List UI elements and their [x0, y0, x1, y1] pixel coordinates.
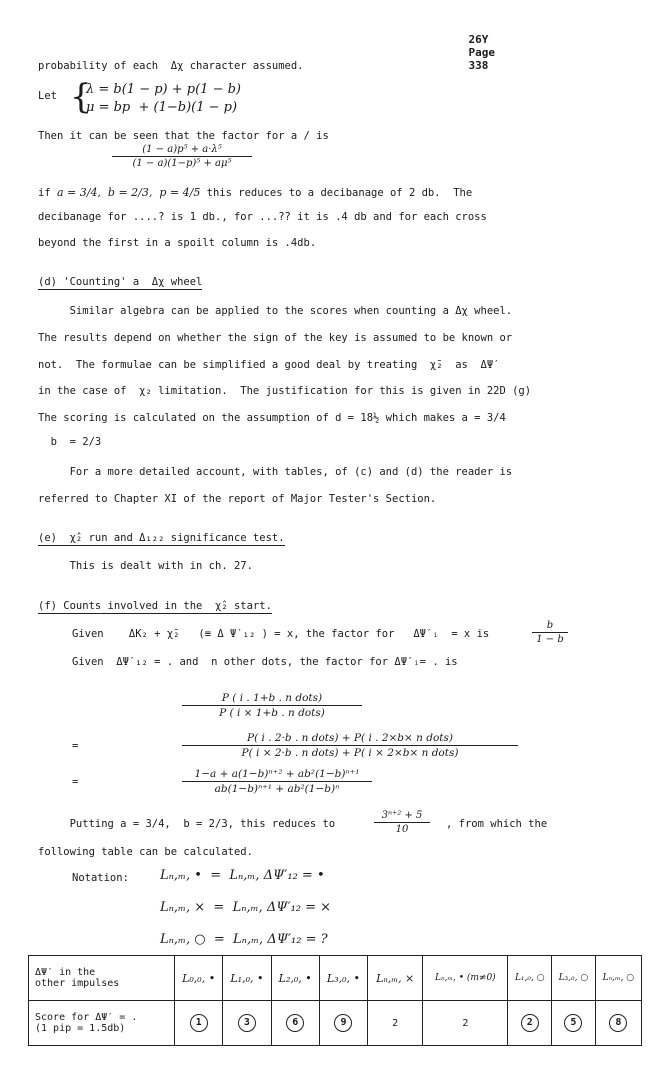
score-cell	[368, 1001, 423, 1046]
score-value: 8	[609, 1014, 627, 1032]
score-cell	[595, 1001, 641, 1046]
table-col-header: Lₙ,ₘ, ○	[595, 956, 641, 1001]
let-mu: μ = bp + (1−b)(1 − p)	[86, 100, 238, 115]
fraction-numerator: P ( i . 1+b . n dots)	[182, 692, 362, 706]
equals-sign: =	[72, 740, 79, 752]
text-line: b = 2/3	[38, 436, 102, 448]
table-col-header: L₃,₀, ○	[552, 956, 596, 1001]
fraction-numerator: 1−a + a(1−b)ⁿ⁺² + ab²(1−b)ⁿ⁺¹	[182, 768, 372, 782]
score-cell	[271, 1001, 319, 1046]
fraction-denominator: P( i × 2·b . n dots) + P( i × 2×b× n dots)	[241, 747, 459, 759]
let-lambda: λ = b(1 − p) + p(1 − b)	[86, 82, 241, 97]
score-value: 2	[392, 1017, 399, 1029]
score-cell	[423, 1001, 508, 1046]
header-page-number: 338	[468, 59, 489, 72]
text-line: decibanage for ....? is 1 db., for ...?? it is .4 db and for each cross	[38, 211, 487, 223]
fraction-numerator: (1 − a)p⁵ + a·λ⁵	[112, 144, 252, 157]
table-score-row	[29, 1001, 642, 1046]
table-header-row	[29, 956, 642, 1001]
table-col-header: L₀,₀, •	[175, 956, 223, 1001]
table-col-header: Lₙ,ₘ, ×	[368, 956, 423, 1001]
text-line: The results depend on whether the sign of the key is assumed to be known or	[38, 332, 513, 344]
table-col-header: L₁,₀, •	[223, 956, 271, 1001]
if-word: if	[38, 187, 57, 199]
score-value: 3	[238, 1014, 256, 1032]
text-line	[38, 186, 472, 199]
let-label: Let	[38, 90, 57, 102]
header-page-label: Page	[468, 46, 495, 59]
table-col-header: L₃,₀, •	[319, 956, 367, 1001]
text-line: Given ΔΨ′₁₂ = . and n other dots, the factor for ΔΨ′ᵢ= . is	[72, 656, 458, 668]
page-header	[442, 20, 495, 85]
fraction-denominator: P ( i × 1+b . n dots)	[219, 707, 325, 719]
text-line: probability of each Δχ character assumed.	[38, 60, 304, 72]
row-score-cell: Score for ΔΨ′ = . (1 pip = 1.5db)	[29, 1001, 175, 1046]
text-line: For a more detailed account, with tables, of (c) and (d) the reader is	[38, 466, 513, 478]
text-line: Similar algebra can be applied to the scores when counting a Δχ wheel.	[38, 305, 513, 317]
text-line: , from which the	[446, 818, 548, 830]
score-cell	[223, 1001, 271, 1046]
table-col-header: L₂,₀, •	[271, 956, 319, 1001]
notation-line: Lₙ,ₘ, ○ = Lₙ,ₘ, ΔΨ′₁₂ = ?	[160, 932, 328, 947]
score-value: 5	[564, 1014, 582, 1032]
text-line: following table can be calculated.	[38, 846, 253, 858]
score-table	[28, 955, 642, 1046]
text-line: in the case of χ₂ limitation. The justification for this is given in 22D (g)	[38, 385, 532, 397]
notation-line: Lₙ,ₘ, • = Lₙ,ₘ, ΔΨ′₁₂ = •	[160, 868, 325, 883]
score-cell	[175, 1001, 223, 1046]
fraction-denominator: ab(1−b)ⁿ⁺¹ + ab²(1−b)ⁿ	[214, 783, 340, 795]
ratio-fraction-1	[182, 692, 362, 719]
text-line: Then it can be seen that the factor for a / is	[38, 130, 329, 142]
section-heading-e: (e) χ̂₂ run and Δ₁₂₂ significance test.	[38, 532, 285, 544]
if-rest: this reduces to a decibanage of 2 db. The	[200, 187, 473, 199]
score-value: 9	[334, 1014, 352, 1032]
factor-fraction	[112, 144, 252, 169]
ratio-fraction-3	[182, 768, 372, 795]
text-line: This is dealt with in ch. 27.	[38, 560, 253, 572]
fraction-numerator: 3ⁿ⁺² + 5	[374, 810, 430, 823]
text-line: not. The formulae can be simplified a good deal by treating χ̄₂ as ΔΨ′	[38, 359, 500, 371]
text-line: Given ΔK₂ + χ̄₂ (≡ Δ Ψ′₁₂ ) = x, the factor for ΔΨ′ᵢ = x is	[72, 628, 490, 640]
text-line: The scoring is calculated on the assumption of d = 18½ which makes a = 3/4	[38, 412, 506, 424]
section-heading-d: (d) 'Counting' a Δχ wheel	[38, 276, 203, 288]
brace-symbol: {	[70, 77, 92, 117]
text-line: beyond the first in a spoilt column is .4db.	[38, 237, 317, 249]
ratio-fraction-2	[182, 732, 518, 759]
reduce-fraction	[374, 810, 430, 835]
fraction-numerator: P( i . 2·b . n dots) + P( i . 2×b× n dots)	[182, 732, 518, 746]
if-values: a = 3/4, b = 2/3, p = 4/5	[56, 186, 201, 199]
score-value: 2	[462, 1017, 469, 1029]
row-head-cell: ΔΨ′ in the other impulses	[29, 956, 175, 1001]
equals-sign: =	[72, 776, 79, 788]
table-col-header: L₁,₀, ○	[508, 956, 552, 1001]
table-col-header: Lₙ,ₘ, • (m≠0)	[423, 956, 508, 1001]
fraction-denominator: 1 − b	[536, 634, 564, 645]
score-cell	[319, 1001, 367, 1046]
fraction-denominator: (1 − a)(1−p)⁵ + aμ⁵	[132, 158, 232, 169]
given-fraction	[532, 620, 568, 645]
header-ref: 26Y	[468, 33, 489, 46]
score-cell	[508, 1001, 552, 1046]
text-line: referred to Chapter XI of the report of Major Tester's Section.	[38, 493, 437, 505]
score-value: 2	[521, 1014, 539, 1032]
fraction-numerator: b	[532, 620, 568, 633]
score-cell	[552, 1001, 596, 1046]
text-line: Putting a = 3/4, b = 2/3, this reduces to	[38, 818, 336, 830]
fraction-denominator: 10	[395, 824, 409, 835]
section-heading-f: (f) Counts involved in the χ̂₂ start.	[38, 600, 272, 612]
notation-label: Notation:	[72, 872, 129, 884]
score-value: 6	[286, 1014, 304, 1032]
score-value: 1	[190, 1014, 208, 1032]
notation-line: Lₙ,ₘ, × = Lₙ,ₘ, ΔΨ′₁₂ = ×	[160, 900, 332, 915]
